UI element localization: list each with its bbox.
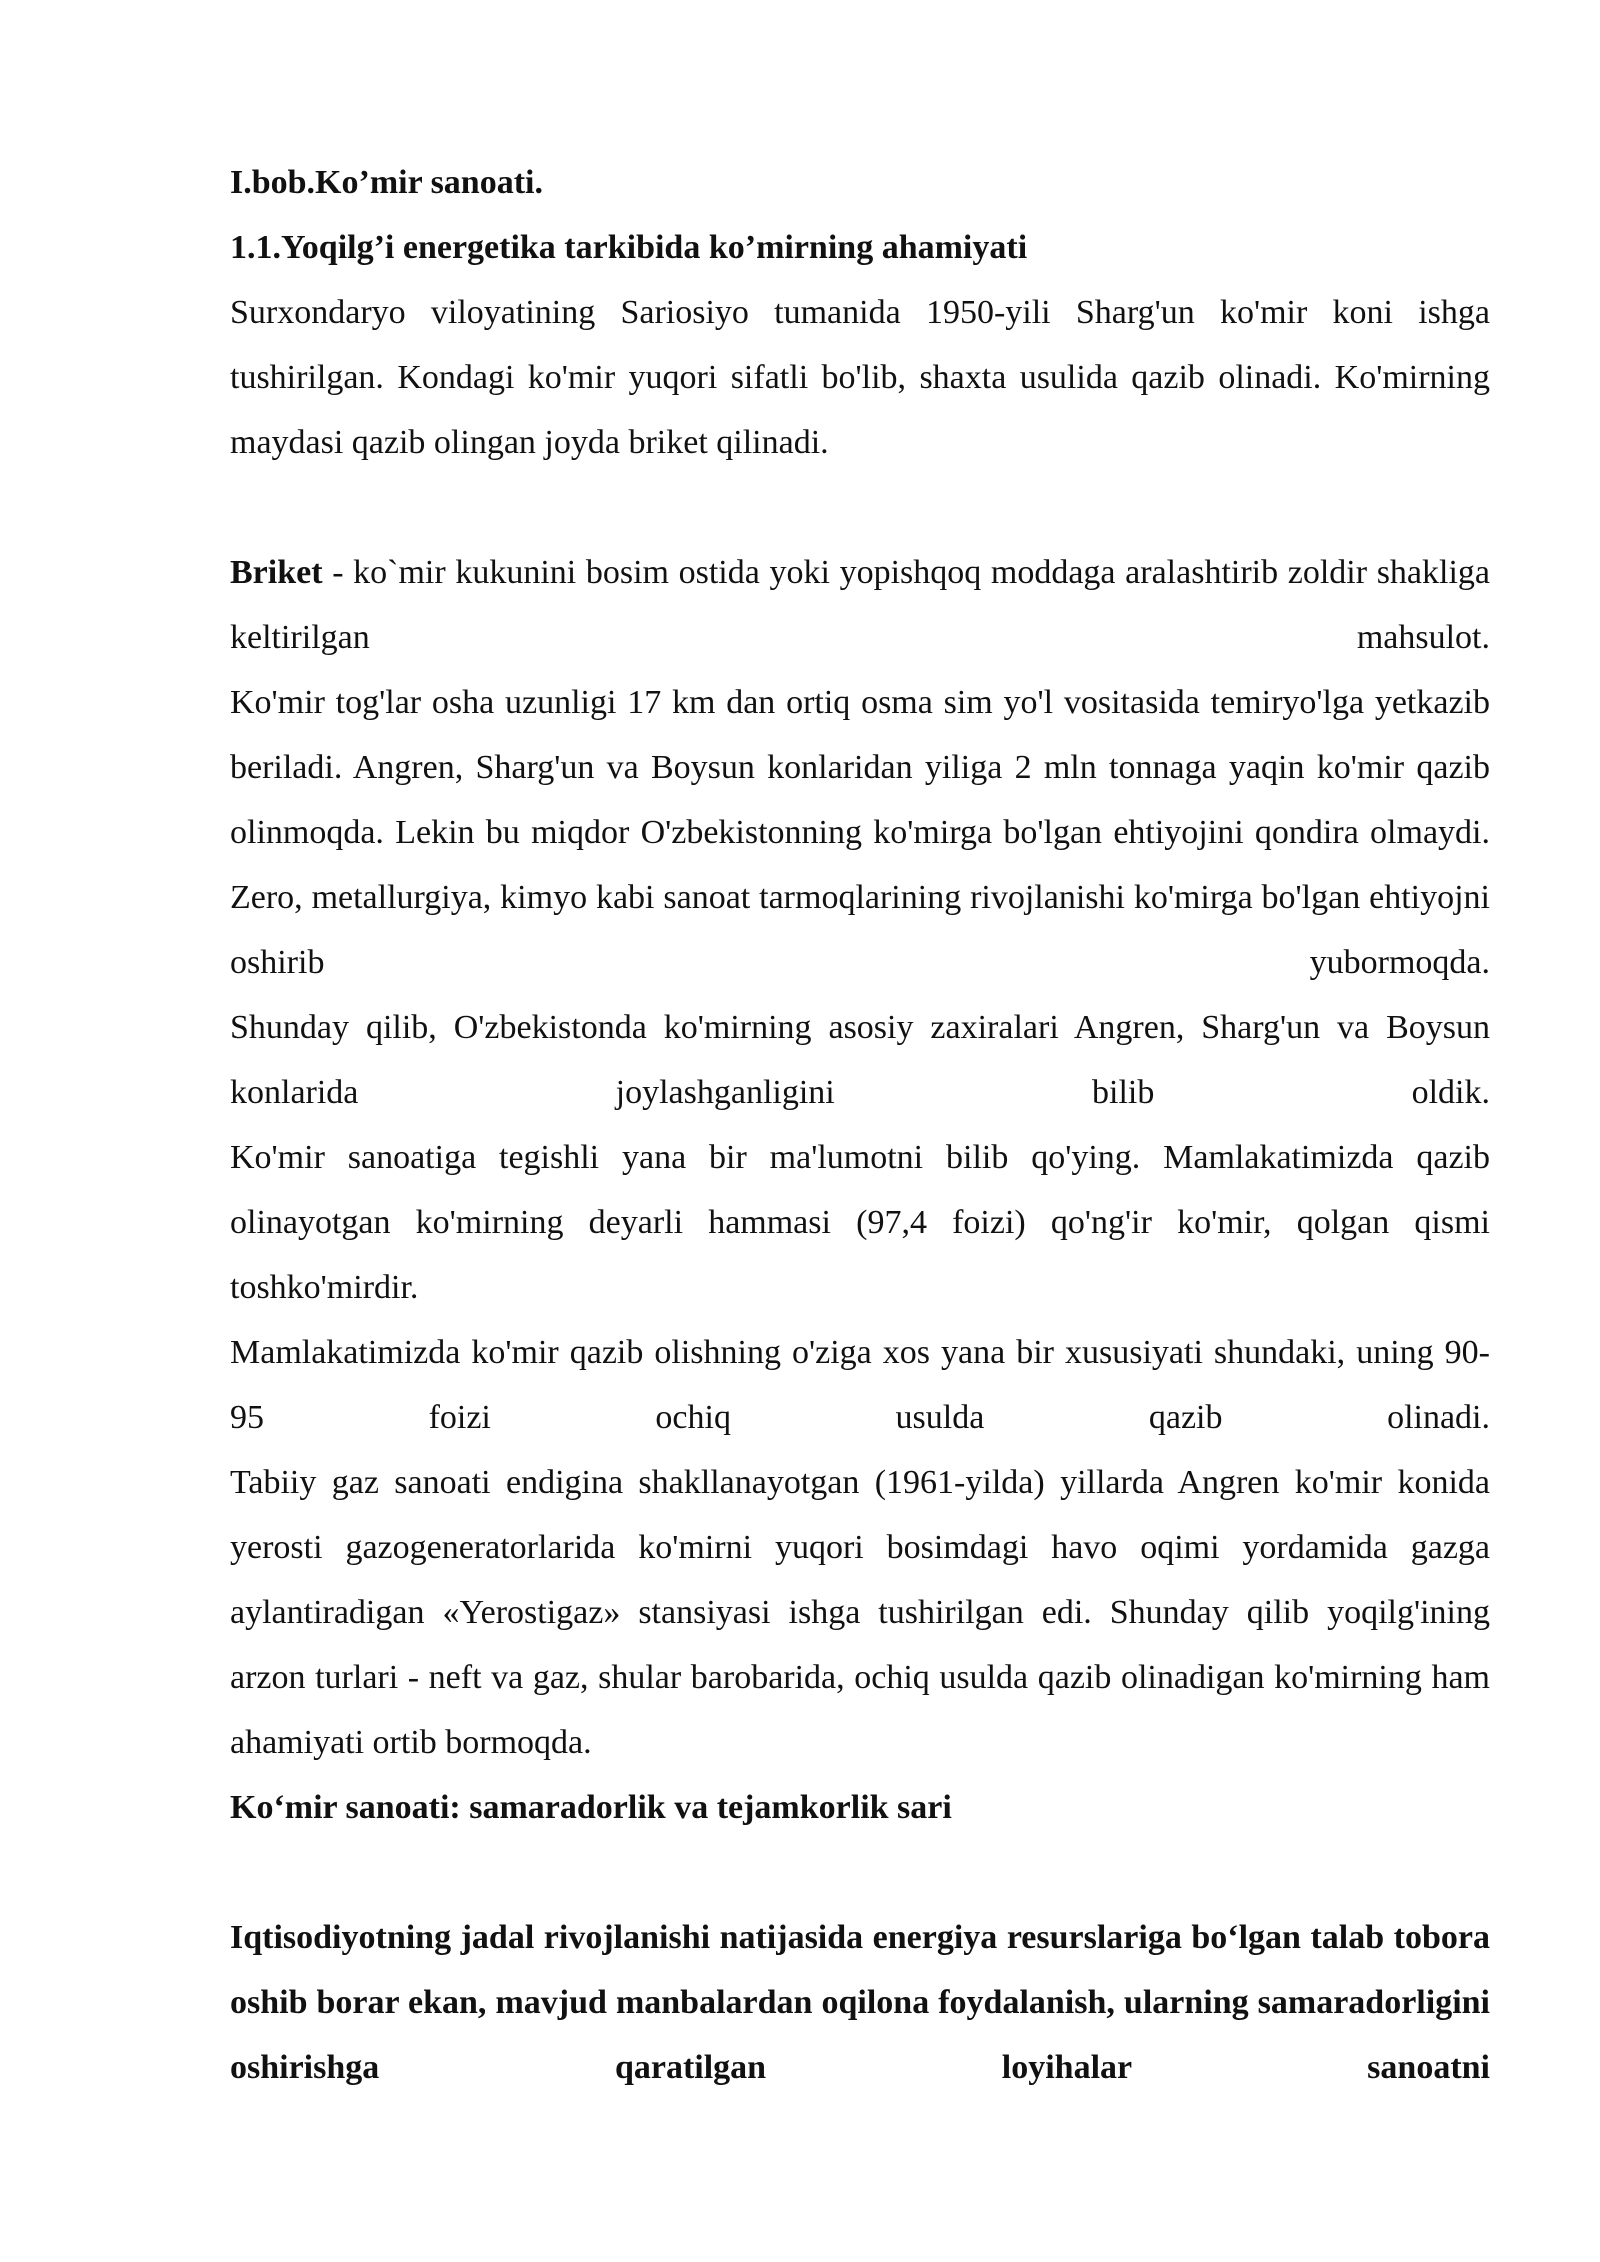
paragraph-coal-reserves: Shunday qilib, O'zbekistonda ko'mirning asosiy zaxiralari Angren, Sharg'un va Boysun konlarida joylashganligini bilib oldik. <box>230 1009 1490 1111</box>
document-page <box>230 150 1490 2100</box>
briket-definition-text: - ko`mir kukunini bosim ostida yoki yopishqoq moddaga aralashtirib zoldir shakliga keltirilgan mahsulot. <box>230 554 1490 656</box>
briket-term: Briket <box>230 554 323 591</box>
blank-line <box>230 1840 1490 1905</box>
paragraph-energy-demand: Iqtisodiyotning jadal rivojlanishi natijasida energiya resurslariga bo‘lgan talab tobora oshib borar ekan, mavjud manbalardan oqilona foydalanish, ularning samaradorligini oshirishga qaratilgan loyihalar sanoatni <box>230 1919 1490 2086</box>
paragraph-coal-transport: Ko'mir tog'lar osha uzunligi 17 km dan ortiq osma sim yo'l vositasida temiryo'lga yetkazib beriladi. Angren, Sharg'un va Boysun konlaridan yiliga 2 mln tonnaga yaqin ko'mir qazib olinmoqda. Lekin bu miqdor O'zbekistonning ko'mirga bo'lgan ehtiyojini qondira olmaydi. Zero, metallurgiya, kimyo kabi sanoat tarmoqlarining rivojlanishi ko'mirga bo'lgan ehtiyojni oshirib yubormoqda. <box>230 684 1490 981</box>
blank-line <box>230 475 1490 540</box>
section-title: 1.1.Yoqilg’i energetika tarkibida ko’mirning ahamiyati <box>230 229 1028 266</box>
paragraph-open-pit-mining: Mamlakatimizda ko'mir qazib olishning o'ziga xos yana bir xususiyati shundaki, uning 90-95 foizi ochiq usulda qazib olinadi. <box>230 1334 1490 1436</box>
paragraph-yerostigaz: Tabiiy gaz sanoati endigina shakllanayotgan (1961-yilda) yillarda Angren ko'mir konida yerosti gazogeneratorlarida ko'mirni yuqori bosimdagi havo oqimi yordamida gazga aylantiradigan «Yerostigaz» stansiyasi ishga tushirilgan edi. Shunday qilib yoqilg'ining arzon turlari - neft va gaz, shular barobarida, ochiq usulda qazib olinadigan ko'mirning ham ahamiyati ortib bormoqda. <box>230 1464 1490 1761</box>
paragraph-briket-definition <box>230 540 1490 670</box>
chapter-title: I.bob.Ko’mir sanoati. <box>230 164 543 201</box>
subheading-efficiency: Ko‘mir sanoati: samaradorlik va tejamkorlik sari <box>230 1789 952 1826</box>
paragraph-coal-types: Ko'mir sanoatiga tegishli yana bir ma'lumotni bilib qo'ying. Mamlakatimizda qazib olinayotgan ko'mirning deyarli hammasi (97,4 foizi) qo'ng'ir ko'mir, qolgan qismi toshko'mirdir. <box>230 1139 1490 1306</box>
paragraph-shargun-intro: Surxondaryo viloyatining Sariosiyo tumanida 1950-yili Sharg'un ko'mir koni ishga tushirilgan. Kondagi ko'mir yuqori sifatli bo'lib, shaxta usulida qazib olinadi. Ko'mirning maydasi qazib olingan joyda briket qilinadi. <box>230 294 1490 461</box>
